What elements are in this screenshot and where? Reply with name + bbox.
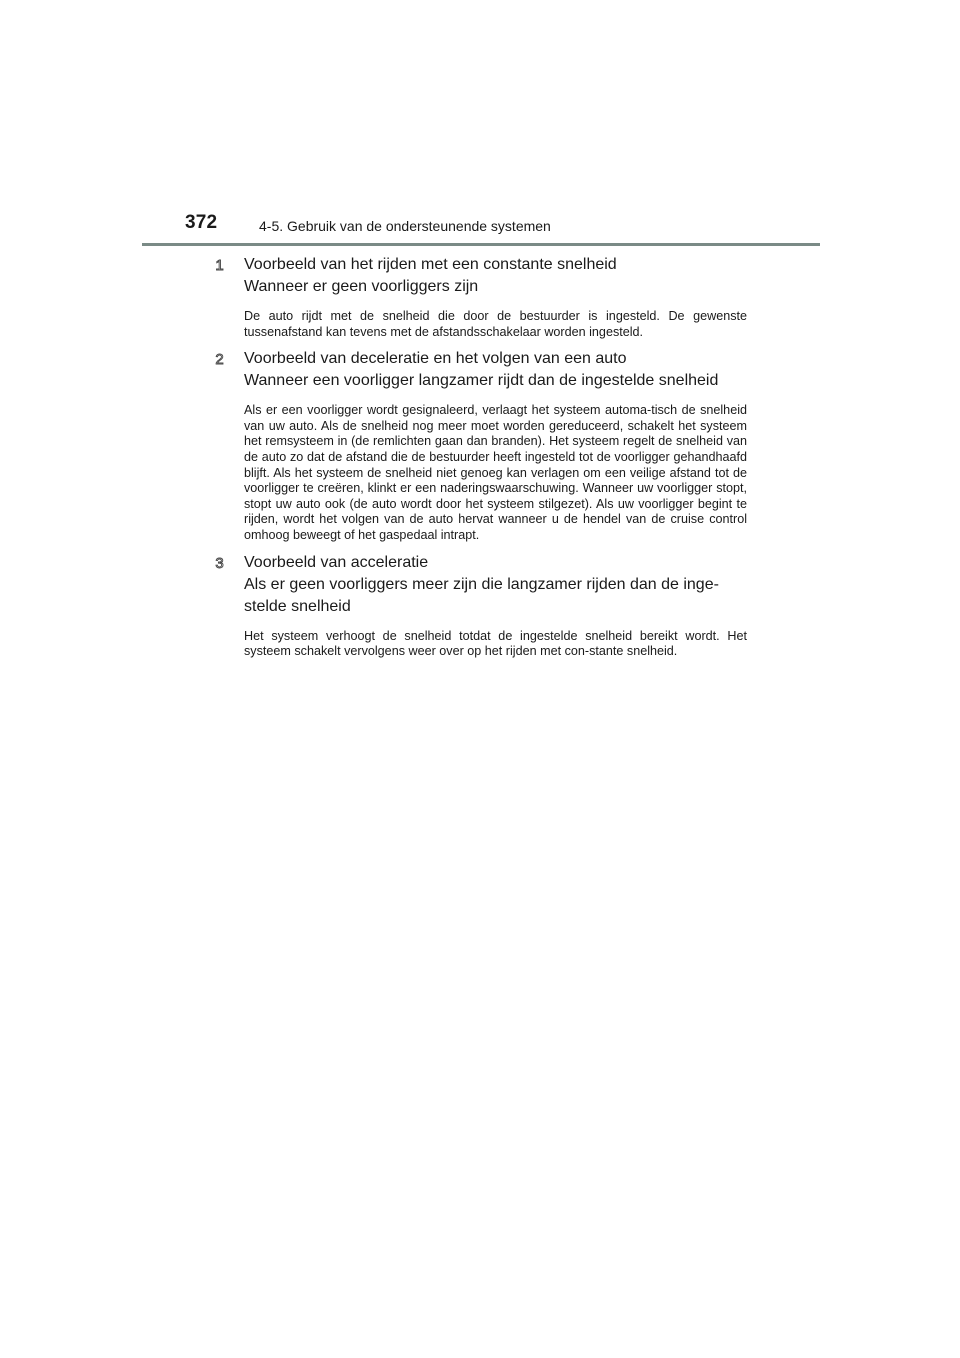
section-title: 4-5. Gebruik van de ondersteunende systemen	[259, 218, 551, 234]
item-title: Voorbeeld van deceleratie en het volgen van een auto	[244, 350, 627, 368]
header-divider	[142, 243, 820, 246]
page-number: 372	[185, 212, 218, 233]
item-subtitle: Als er geen voorliggers meer zijn die langzamer rijden dan de inge-stelde snelheid	[244, 575, 719, 615]
item-title: Voorbeeld van het rijden met een constante snelheid	[244, 256, 617, 273]
list-item	[212, 254, 747, 340]
main-content	[212, 254, 747, 668]
item-description: De auto rijdt met de snelheid die door de bestuurder is ingesteld. De gewenste tussenafstand kan tevens met de afstandsschakelaar worden ingesteld.	[244, 309, 747, 339]
item-description: Als er een voorligger wordt gesignaleerd, verlaagt het systeem automa-tisch de snelheid van uw auto. Als de snelheid nog meer moet worden gereduceerd, schakelt het systeem het remsysteem in (de remlichten gaan dan branden). Het systeem regelt de snelheid van de auto zo dat de afstand die de bestuurder heeft ingesteld tot de voorligger gehandhaafd blijft. Als het systeem de snelheid niet genoeg kan verlagen om een veilige afstand tot de voorligger te creëren, klinkt er een naderingswaarschuwing. Wanneer uw voorligger stopt, stopt uw auto ook (de auto wordt door het systeem stilgezet). Als uw voorligger begint te rijden, wordt het volgen van de auto hervat wanneer u de hendel van de cruise control omhoog beweegt of het gaspedaal intrapt.	[244, 403, 747, 542]
page-header	[185, 212, 785, 242]
item-description: Het systeem verhoogt de snelheid totdat de ingestelde snelheid bereikt wordt. Het systeem schakelt vervolgens weer over op het rijden met con-stante snelheid.	[244, 628, 747, 659]
list-item	[212, 348, 747, 543]
list-item	[212, 552, 747, 660]
item-title: Voorbeeld van acceleratie	[244, 553, 429, 571]
item-subtitle: Wanneer er geen voorliggers zijn	[244, 278, 479, 295]
item-number-badge: 2	[215, 351, 224, 369]
item-number-badge: 1	[215, 257, 224, 274]
item-number-badge: 3	[215, 554, 224, 572]
item-subtitle: Wanneer een voorligger langzamer rijdt dan de ingestelde snelheid	[244, 372, 719, 390]
